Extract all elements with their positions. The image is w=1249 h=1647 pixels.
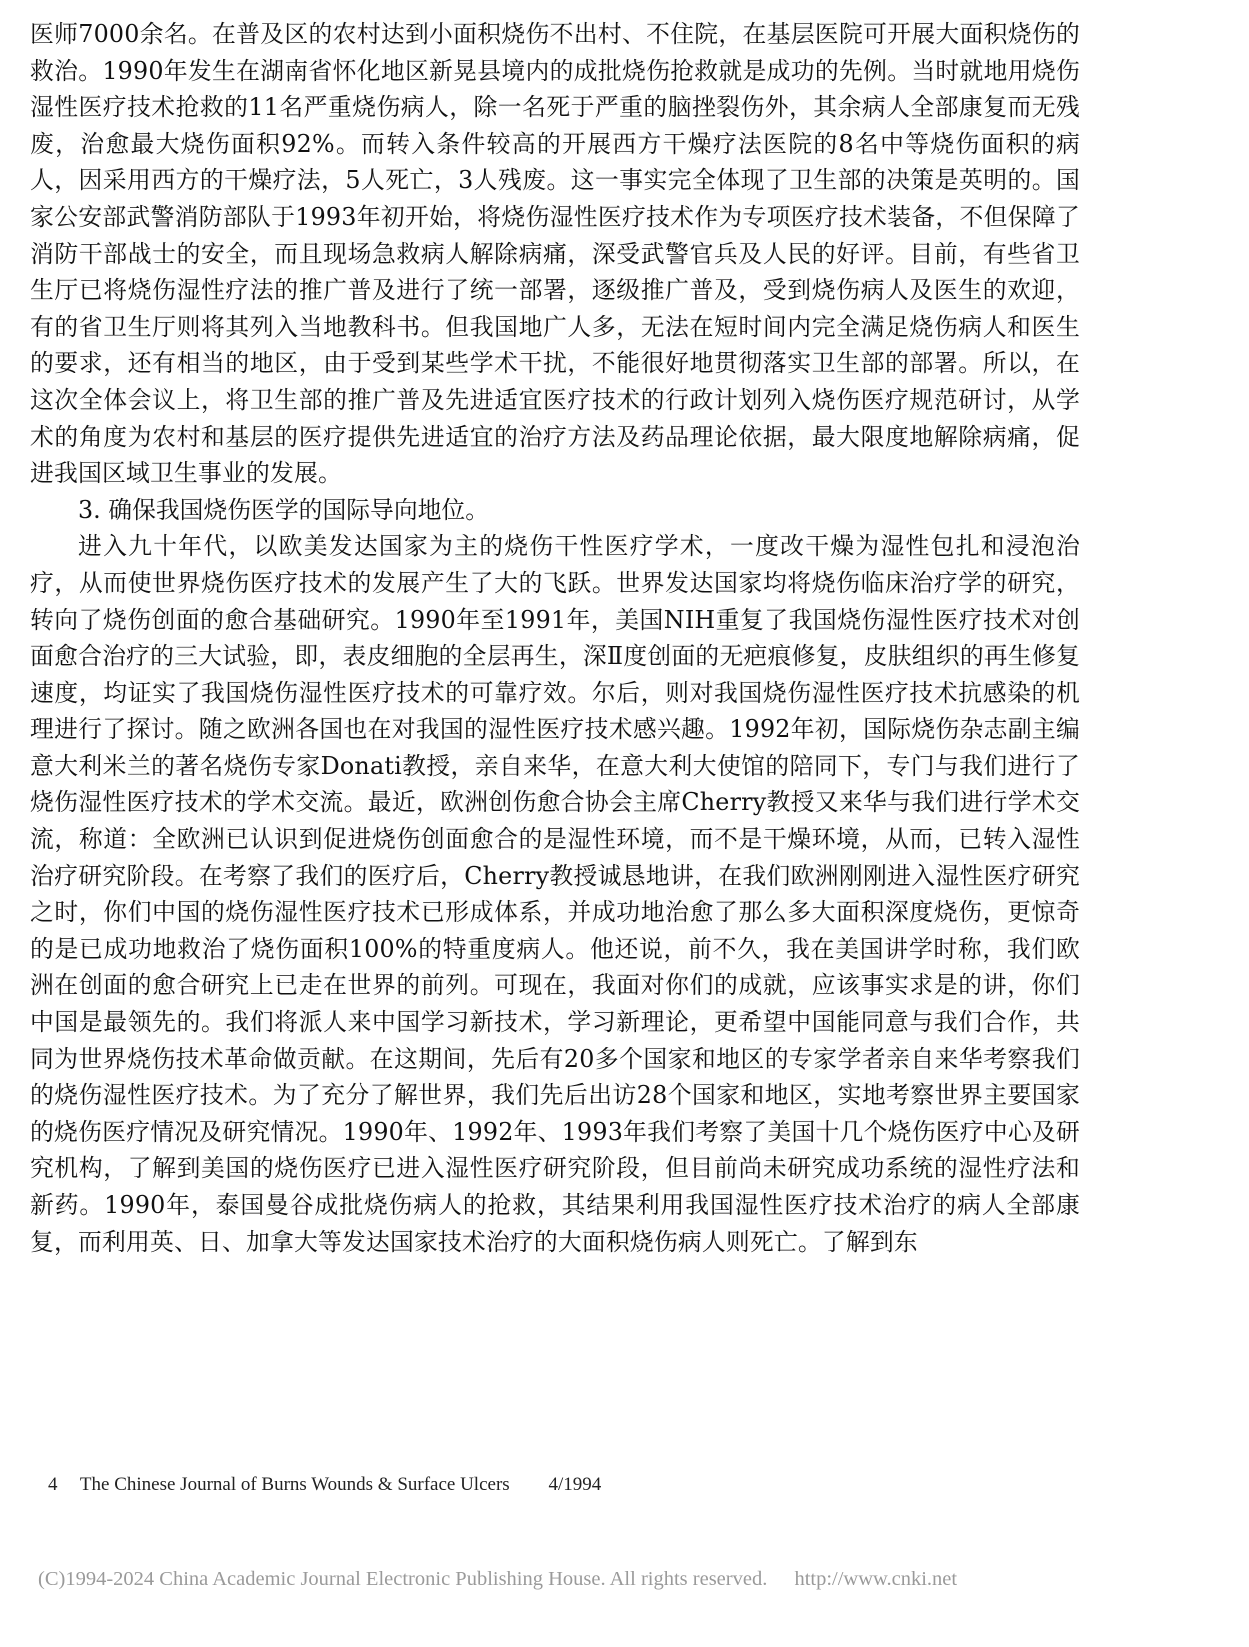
journal-name: The Chinese Journal of Burns Wounds & Surface Ulcers — [79, 1474, 510, 1495]
copyright-url: http://www.cnki.net — [794, 1568, 958, 1590]
copyright-text: (C)1994-2024 China Academic Journal Electronic Publishing House. All rights reserved. — [38, 1568, 768, 1590]
page-body — [30, 16, 1080, 1260]
page-number: 4 — [48, 1474, 58, 1495]
journal-issue: 4/1994 — [548, 1474, 602, 1495]
section-heading-3: 3. 确保我国烧伤医学的国际导向地位。 — [78, 495, 490, 524]
page-footer — [48, 1474, 601, 1496]
copyright-notice — [38, 1568, 957, 1591]
body-paragraph-1: 医师7000余名。在普及区的农村达到小面积烧伤不出村、不住院，在基层医院可开展大面积烧伤的救治。1990年发生在湖南省怀化地区新晃县境内的成批烧伤抢救就是成功的先例。当时就地用烧伤湿性医疗技术抢救的11名严重烧伤病人，除一名死于严重的脑挫裂伤外，其余病人全部康复而无残废，治愈最大烧伤面积92%。而转入条件较高的开展西方干燥疗法医院的8名中等烧伤面积的病人，因采用西方的干燥疗法，5人死亡，3人残废。这一事实完全体现了卫生部的决策是英明的。国家公安部武警消防部队于1993年初开始，将烧伤湿性医疗技术作为专项医疗技术装备，不但保障了消防干部战士的安全，而且现场急救病人解除病痛，深受武警官兵及人民的好评。目前，有些省卫生厅已将烧伤湿性疗法的推广普及进行了统一部署，逐级推广普及，受到烧伤病人及医生的欢迎，有的省卫生厅则将其列入当地教科书。但我国地广人多，无法在短时间内完全满足烧伤病人和医生的要求，还有相当的地区，由于受到某些学术干扰，不能很好地贯彻落实卫生部的部署。所以，在这次全体会议上，将卫生部的推广普及先进适宜医疗技术的行政计划列入烧伤医疗规范研讨，从学术的角度为农村和基层的医疗提供先进适宜的治疗方法及药品理论依据，最大限度地解除病痛，促进我国区域卫生事业的发展。 — [30, 20, 1080, 488]
body-paragraph-2: 进入九十年代，以欧美发达国家为主的烧伤干性医疗学术，一度改干燥为湿性包扎和浸泡治疗，从而使世界烧伤医疗技术的发展产生了大的飞跃。世界发达国家均将烧伤临床治疗学的研究，转向了烧伤创面的愈合基础研究。1990年至1991年，美国NIH重复了我国烧伤湿性医疗技术对创面愈合治疗的三大试验，即，表皮细胞的全层再生，深Ⅱ度创面的无疤痕修复，皮肤组织的再生修复速度，均证实了我国烧伤湿性医疗技术的可靠疗效。尔后，则对我国烧伤湿性医疗技术抗感染的机理进行了探讨。随之欧洲各国也在对我国的湿性医疗技术感兴趣。1992年初，国际烧伤杂志副主编意大利米兰的著名烧伤专家Donati教授，亲自来华，在意大利大使馆的陪同下，专门与我们进行了烧伤湿性医疗技术的学术交流。最近，欧洲创伤愈合协会主席Cherry教授又来华与我们进行学术交流，称道：全欧洲已认识到促进烧伤创面愈合的是湿性环境，而不是干燥环境，从而，已转入湿性治疗研究阶段。在考察了我们的医疗后，Cherry教授诚恳地讲，在我们欧洲刚刚进入湿性医疗研究之时，你们中国的烧伤湿性医疗技术已形成体系，并成功地治愈了那么多大面积深度烧伤，更惊奇的是已成功地救治了烧伤面积100%的特重度病人。他还说，前不久，我在美国讲学时称，我们欧洲在创面的愈合研究上已走在世界的前列。可现在，我面对你们的成就，应该事实求是的讲，你们中国是最领先的。我们将派人来中国学习新技术，学习新理论，更希望中国能同意与我们合作，共同为世界烧伤技术革命做贡献。在这期间，先后有20多个国家和地区的专家学者亲自来华考察我们的烧伤湿性医疗技术。为了充分了解世界，我们先后出访28个国家和地区，实地考察世界主要国家的烧伤医疗情况及研究情况。1990年、1992年、1993年我们考察了美国十几个烧伤医疗中心及研究机构，了解到美国的烧伤医疗已进入湿性医疗研究阶段，但目前尚未研究成功系统的湿性疗法和新药。1990年，泰国曼谷成批烧伤病人的抢救，其结果利用我国湿性医疗技术治疗的病人全部康复，而利用英、日、加拿大等发达国家技术治疗的大面积烧伤病人则死亡。了解到东 — [30, 532, 1080, 1256]
